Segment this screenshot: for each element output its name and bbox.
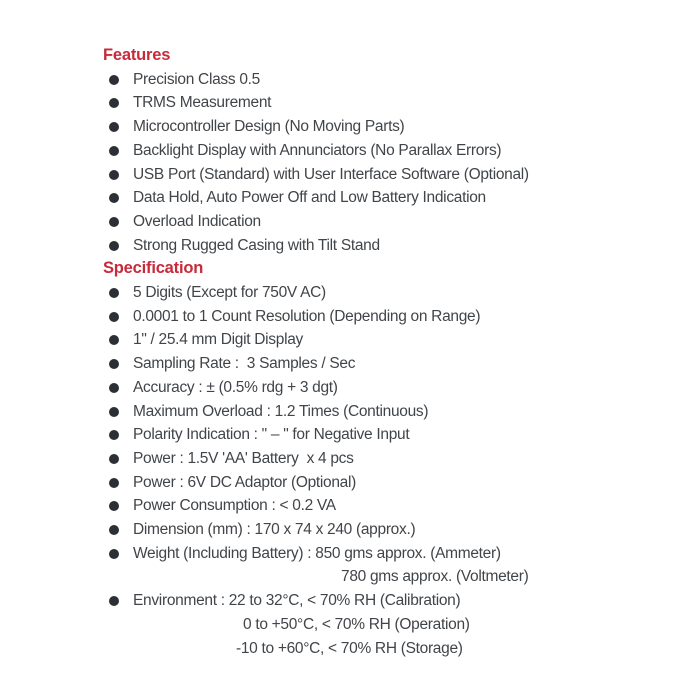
list-item-continuation: [103, 565, 663, 589]
bullet-icon: [109, 383, 119, 393]
list-item-text: Power : 1.5V 'AA' Battery x 4 pcs: [133, 449, 354, 467]
list-item: [103, 115, 663, 139]
list-item-text: 5 Digits (Except for 750V AC): [133, 284, 326, 302]
bullet-icon: [109, 501, 119, 511]
list-item: [103, 352, 663, 376]
bullet-icon: [109, 407, 119, 417]
list-item: [103, 542, 663, 566]
bullet-icon: [109, 193, 119, 203]
list-item-text: 1" / 25.4 mm Digit Display: [133, 331, 303, 349]
list-item: [103, 234, 663, 258]
list-item-text: Overload Indication: [133, 212, 261, 230]
spec-sheet: [103, 44, 663, 660]
list-item: [103, 423, 663, 447]
list-item: [103, 91, 663, 115]
list-item: [103, 400, 663, 424]
list-item: [103, 281, 663, 305]
bullet-icon: [109, 170, 119, 180]
list-item-text: Sampling Rate : 3 Samples / Sec: [133, 355, 356, 373]
list-item-text: Polarity Indication : " – " for Negative Input: [133, 426, 410, 444]
bullet-icon: [109, 359, 119, 369]
list-item: [103, 447, 663, 471]
list-item: [103, 68, 663, 92]
bullet-icon: [109, 335, 119, 345]
list-item-text: 780 gms approx. (Voltmeter): [341, 568, 529, 586]
bullet-icon: [109, 217, 119, 227]
list-item-text: USB Port (Standard) with User Interface Software (Optional): [133, 165, 529, 183]
list-item: [103, 163, 663, 187]
list-item: [103, 139, 663, 163]
bullet-icon: [109, 430, 119, 440]
bullet-icon: [109, 98, 119, 108]
bullet-icon: [109, 146, 119, 156]
specification-list: [103, 281, 663, 660]
list-item: [103, 186, 663, 210]
list-item-text: Maximum Overload : 1.2 Times (Continuous): [133, 402, 429, 420]
list-item: [103, 518, 663, 542]
bullet-icon: [109, 312, 119, 322]
list-item-text: 0.0001 to 1 Count Resolution (Depending on Range): [133, 307, 481, 325]
list-item-text: Strong Rugged Casing with Tilt Stand: [133, 236, 380, 254]
list-item-text: Power : 6V DC Adaptor (Optional): [133, 473, 357, 491]
features-heading: Features: [103, 46, 171, 64]
bullet-icon: [109, 596, 119, 606]
bullet-icon: [109, 122, 119, 132]
list-item-text: TRMS Measurement: [133, 94, 272, 112]
list-item: [103, 376, 663, 400]
list-item: [103, 328, 663, 352]
list-item-text: 0 to +50°C, < 70% RH (Operation): [243, 615, 470, 633]
features-section: [103, 44, 663, 257]
list-item-continuation: [103, 637, 663, 661]
list-item-text: Data Hold, Auto Power Off and Low Battery Indication: [133, 189, 486, 207]
list-item-text: -10 to +60°C, < 70% RH (Storage): [236, 639, 463, 657]
list-item: [103, 494, 663, 518]
list-item-text: Dimension (mm) : 170 x 74 x 240 (approx.): [133, 521, 416, 539]
list-item-text: Backlight Display with Annunciators (No Parallax Errors): [133, 141, 502, 159]
bullet-icon: [109, 241, 119, 251]
list-item-text: Accuracy : ± (0.5% rdg + 3 dgt): [133, 378, 338, 396]
features-list: [103, 68, 663, 258]
list-item-text: Weight (Including Battery) : 850 gms approx. (Ammeter): [133, 544, 501, 562]
specification-heading: Specification: [103, 259, 204, 278]
list-item: [103, 471, 663, 495]
list-item: [103, 589, 663, 613]
list-item: [103, 305, 663, 329]
list-item: [103, 210, 663, 234]
specification-section: [103, 257, 663, 660]
list-item-text: Power Consumption : < 0.2 VA: [133, 497, 336, 515]
list-item-continuation: [103, 613, 663, 637]
bullet-icon: [109, 288, 119, 298]
bullet-icon: [109, 478, 119, 488]
list-item-text: Precision Class 0.5: [133, 70, 260, 88]
list-item-text: Environment : 22 to 32°C, < 70% RH (Calibration): [133, 592, 461, 610]
bullet-icon: [109, 525, 119, 535]
list-item-text: Microcontroller Design (No Moving Parts): [133, 118, 405, 136]
bullet-icon: [109, 454, 119, 464]
bullet-icon: [109, 549, 119, 559]
bullet-icon: [109, 75, 119, 85]
